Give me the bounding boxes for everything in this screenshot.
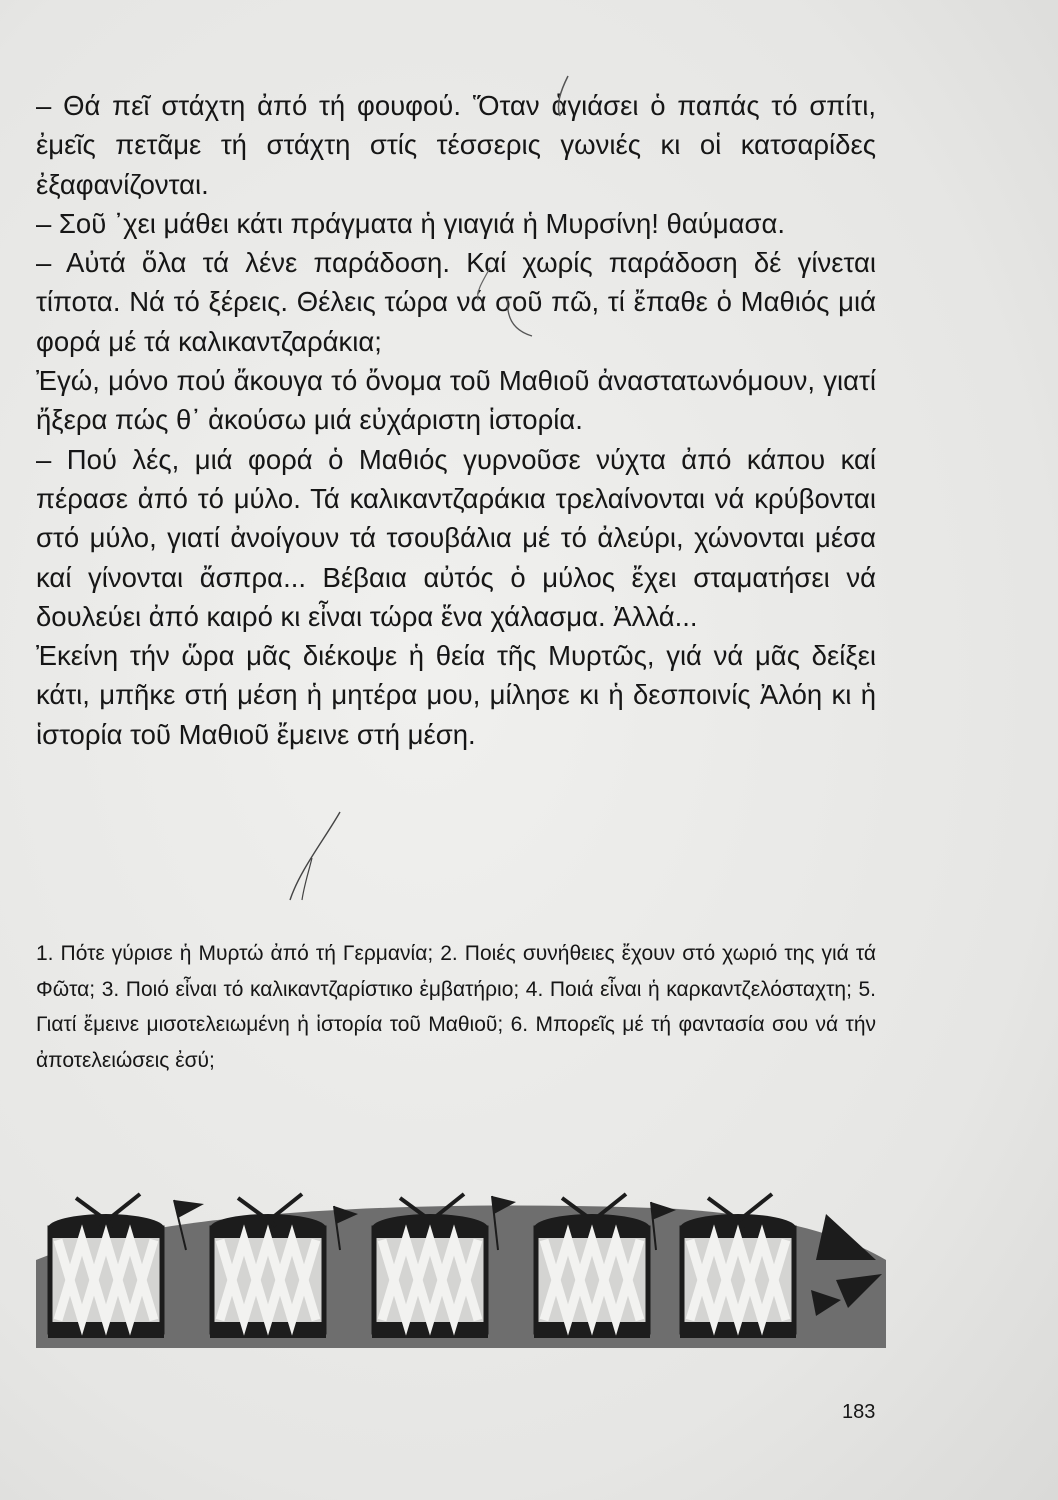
- drums-illustration: [36, 1190, 886, 1368]
- page-number: 183: [842, 1401, 876, 1423]
- story-text: [36, 86, 876, 754]
- story-paragraph-4: Ἐγώ, μόνο πού ἄκουγα τό ὄνομα τοῦ Μαθιοῦ ἀναστατωνόμουν, γιατί ἤξερα πώς θ᾿ ἀκούσω μιά εὐχάριστη ἱστορία.: [36, 365, 876, 436]
- story-paragraph-3: – Αὐτά ὅλα τά λένε παράδοση. Καί χωρίς παράδοση δέ γίνεται τίποτα. Νά τό ξέρεις. Θέλεις τώρα νά σοῦ πῶ, τί ἔπαθε ὁ Μαθιός μιά φορά μέ τά καλικαντζαράκια;: [36, 247, 876, 357]
- story-paragraph-1: – Θά πεῖ στάχτη ἀπό τή φουφού. Ὅταν ἁγιάσει ὁ παπάς τό σπίτι, ἐμεῖς πετᾶμε τή στάχτη στίς τέσσερις γωνιές κι οἱ κατσαρίδες ἐξαφανίζονται.: [36, 90, 876, 200]
- story-paragraph-6: Ἐκείνη τήν ὥρα μᾶς διέκοψε ἡ θεία τῆς Μυρτῶς, γιά νά μᾶς δείξει κάτι, μπῆκε στή μέση ἡ μητέρα μου, μίλησε κι ἡ δεσποινίς Ἀλόη κι ἡ ἱστορία τοῦ Μαθιοῦ ἔμεινε στή μέση.: [36, 640, 876, 750]
- drum: [48, 1194, 164, 1338]
- comprehension-questions: 1. Πότε γύρισε ἡ Μυρτώ ἀπό τή Γερμανία; 2. Ποιές συνήθειες ἔχουν στό χωριό της γιά τά Φῶτα; 3. Ποιό εἶναι τό καλικαντζαρίστικο ἐμβατήριο; 4. Ποιά εἶναι ἡ καρκαντζελόσταχτη; 5. Γιατί ἔμεινε μισοτελειωμένη ἡ ἱστορία τοῦ Μαθιοῦ; 6. Μπορεῖς μέ τή φαντασία σου νά τήν ἀποτελειώσεις ἐσύ;: [36, 942, 876, 1072]
- story-paragraph-2: – Σοῦ ᾿χει μάθει κάτι πράγματα ἡ γιαγιά ἡ Μυρσίνη! θαύμασα.: [36, 207, 786, 239]
- story-paragraph-5: – Πού λές, μιά φορά ὁ Μαθιός γυρνοῦσε νύχτα ἀπό κάπου καί πέρασε ἀπό τό μύλο. Τά καλικαντζαράκια τρελαίνονται νά κρύβονται στό μύλο, γιατί ἀνοίγουν τά τσουβάλια μέ τό ἀλεύρι, χώνονται μέσα καί γίνονται ἄσπρα... Βέβαια αὐτός ὁ μύλος ἔχει σταματήσει νά δουλεύει ἀπό καιρό κι εἶναι τώρα ἕνα χάλασμα. Ἀλλά...: [36, 443, 876, 632]
